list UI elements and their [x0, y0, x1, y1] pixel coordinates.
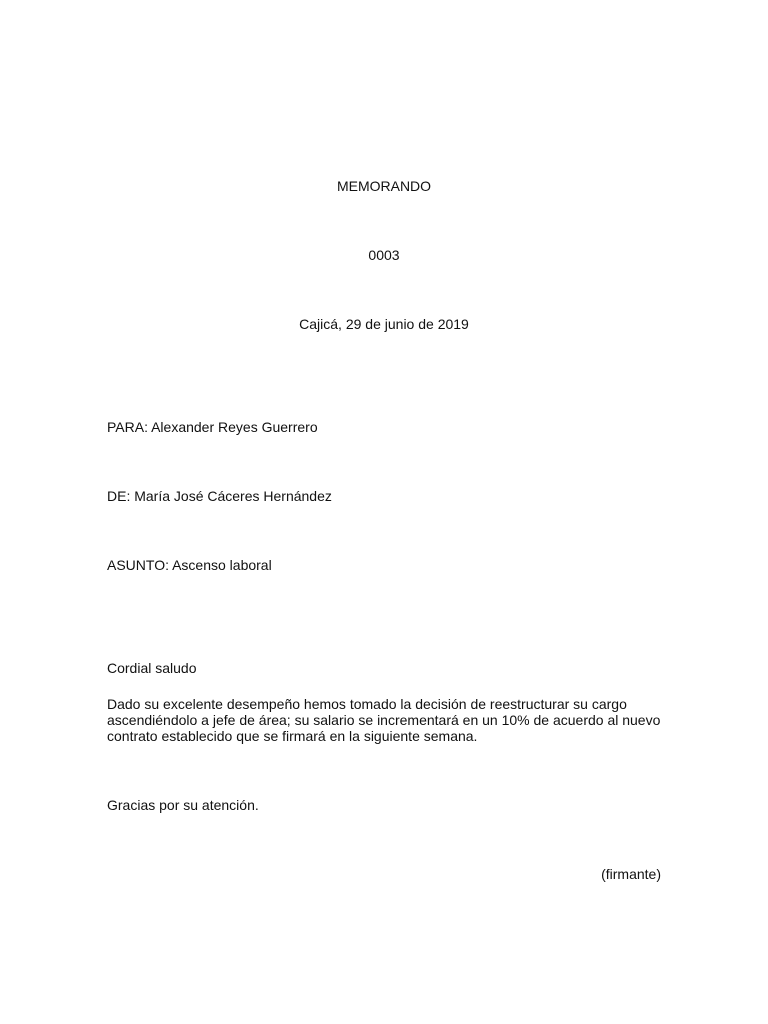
memo-from: DE: María José Cáceres Hernández — [107, 488, 332, 504]
memo-title: MEMORANDO — [336, 178, 432, 194]
memo-closing: Gracias por su atención. — [107, 797, 259, 813]
memo-number: 0003 — [368, 247, 400, 263]
memo-greeting: Cordial saludo — [107, 660, 197, 676]
memo-place-date: Cajicá, 29 de junio de 2019 — [299, 316, 469, 332]
memo-to: PARA: Alexander Reyes Guerrero — [107, 419, 318, 435]
memo-body-line: ascendiéndolo a jefe de área; su salario se incrementará en un 10% de acuerdo al nuevo — [107, 712, 661, 728]
memo-body-line: Dado su excelente desempeño hemos tomado la decisión de reestructurar su cargo — [107, 696, 627, 712]
memo-signer: (firmante) — [601, 866, 661, 882]
memo-subject: ASUNTO: Ascenso laboral — [107, 557, 272, 573]
memo-body-line: contrato establecido que se firmará en la siguiente semana. — [107, 728, 478, 744]
memo-body-paragraph — [107, 696, 667, 744]
